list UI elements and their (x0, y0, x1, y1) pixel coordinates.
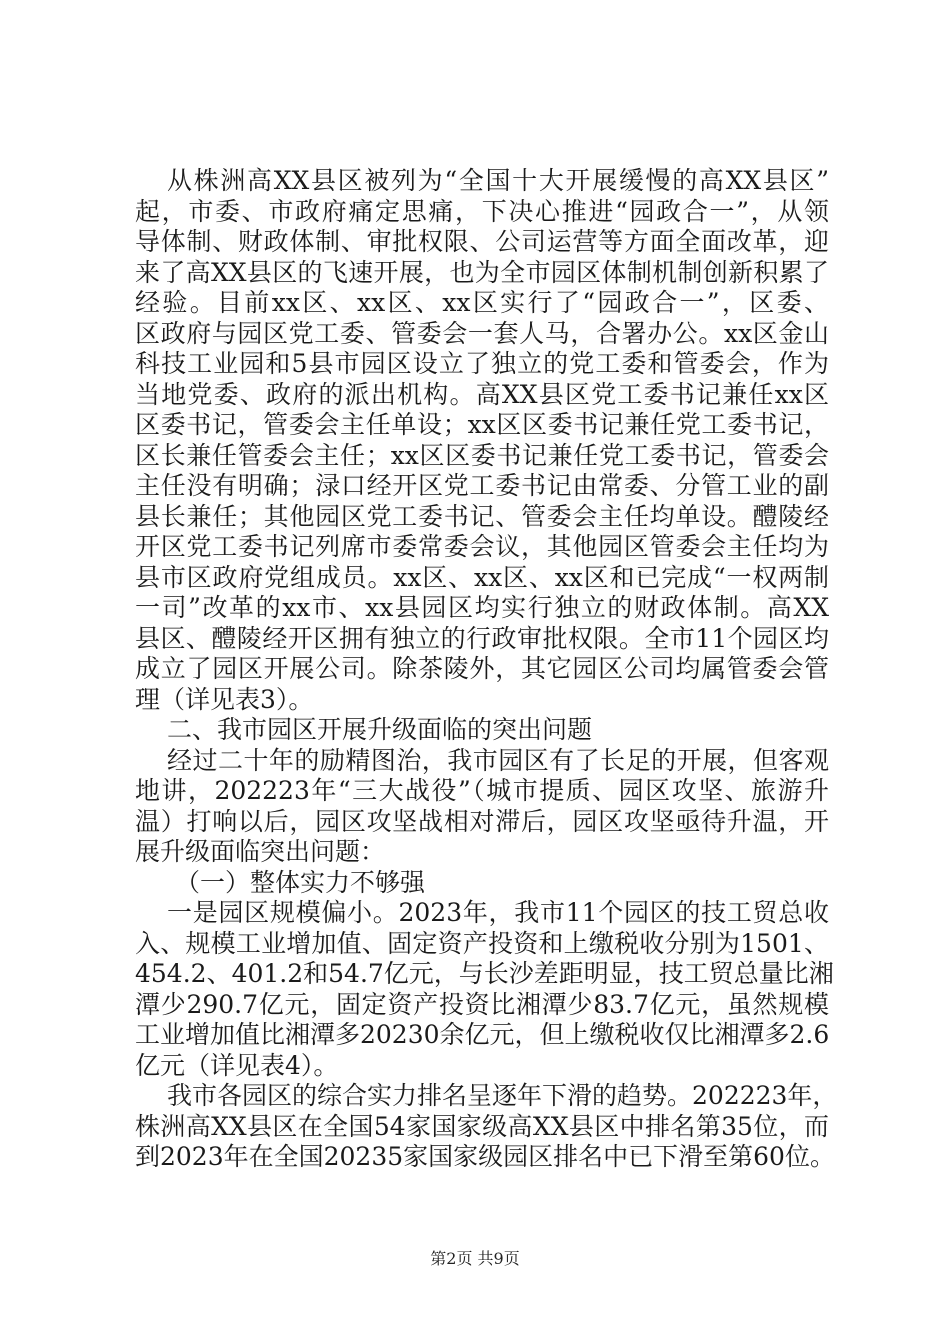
text-line: 工业增加值比湘潭多20230余亿元，但上缴税收仅比湘潭多2.6 (135, 1020, 830, 1049)
page-number: 第2页 共9页 (430, 1249, 520, 1268)
text-line: 地讲，202223年“三大战役”（城市提质、园区攻坚、旅游升 (135, 776, 829, 805)
text-line: 区委书记，管委会主任单设；xx区区委书记兼任党工委书记， (135, 410, 829, 439)
text-line: 株洲高XX县区在全国54家国家级高XX县区中排名第35位，而 (135, 1111, 829, 1141)
text-line: 县长兼任；其他园区党工委书记、管委会主任均单设。醴陵经 (135, 501, 829, 531)
text-line: 亿元（详见表4）。 (135, 1050, 339, 1080)
text-line: 区长兼任管委会主任；xx区区委书记兼任党工委书记，管委会 (135, 440, 829, 470)
text-line: 经验。目前xx区、xx区、xx区实行了“园政合一”，区委、 (135, 288, 829, 317)
text-line: 454.2、401.2和54.7亿元，与长沙差距明显，技工贸总量比湘 (135, 959, 834, 988)
text-line: 入、规模工业增加值、固定资产投资和上缴税收分别为1501、 (135, 928, 829, 958)
text-line: 我市各园区的综合实力排名呈逐年下滑的趋势。202223年， (167, 1081, 838, 1110)
document-body (135, 166, 838, 1173)
text-line: 二、我市园区开展升级面临的突出问题 (167, 715, 593, 744)
text-line: 县市区政府党组成员。xx区、xx区、xx区和已完成“一权两制 (135, 562, 829, 592)
text-line: 经过二十年的励精图治，我市园区有了长足的开展，但客观 (167, 745, 829, 775)
text-line: 导体制、财政体制、审批权限、公司运营等方面全面改革，迎 (135, 227, 829, 256)
text-line: 潭少290.7亿元，固定资产投资比湘潭少83.7亿元，虽然规模 (135, 989, 829, 1019)
text-line: 一司”改革的xx市、xx县园区均实行独立的财政体制。高XX (135, 593, 829, 622)
text-line: 一是园区规模偏小。2023年，我市11个园区的技工贸总收 (167, 898, 829, 927)
text-line: 展升级面临突出问题： (135, 837, 386, 866)
text-line: 主任没有明确；渌口经开区党工委书记由常委、分管工业的副 (135, 471, 829, 500)
text-line: 到2023年在全国20235家国家级园区排名中已下滑至第60位。 (135, 1142, 835, 1171)
text-line: 起，市委、市政府痛定思痛，下决心推进“园政合一”，从领 (135, 196, 829, 226)
text-line: （一）整体实力不够强 (175, 867, 426, 897)
text-line: 开区党工委书记列席市委常委会议，其他园区管委会主任均为 (135, 532, 829, 561)
text-line: 理（详见表3）。 (135, 684, 314, 714)
text-line: 科技工业园和5县市园区设立了独立的党工委和管委会，作为 (135, 349, 829, 378)
text-line: 当地党委、政府的派出机构。高XX县区党工委书记兼任xx区 (135, 379, 829, 409)
text-line: 成立了园区开展公司。除茶陵外，其它园区公司均属管委会管 (135, 654, 829, 683)
text-line: 温）打响以后，园区攻坚战相对滞后，园区攻坚亟待升温，开 (135, 806, 829, 836)
text-line: 从株洲高XX县区被列为“全国十大开展缓慢的高XX县区” (167, 166, 829, 195)
text-line: 来了高XX县区的飞速开展，也为全市园区体制机制创新积累了 (135, 257, 829, 287)
text-line: 区政府与园区党工委、管委会一套人马，合署办公。xx区金山 (135, 318, 829, 348)
text-line: 县区、醴陵经开区拥有独立的行政审批权限。全市11个园区均 (135, 623, 829, 653)
